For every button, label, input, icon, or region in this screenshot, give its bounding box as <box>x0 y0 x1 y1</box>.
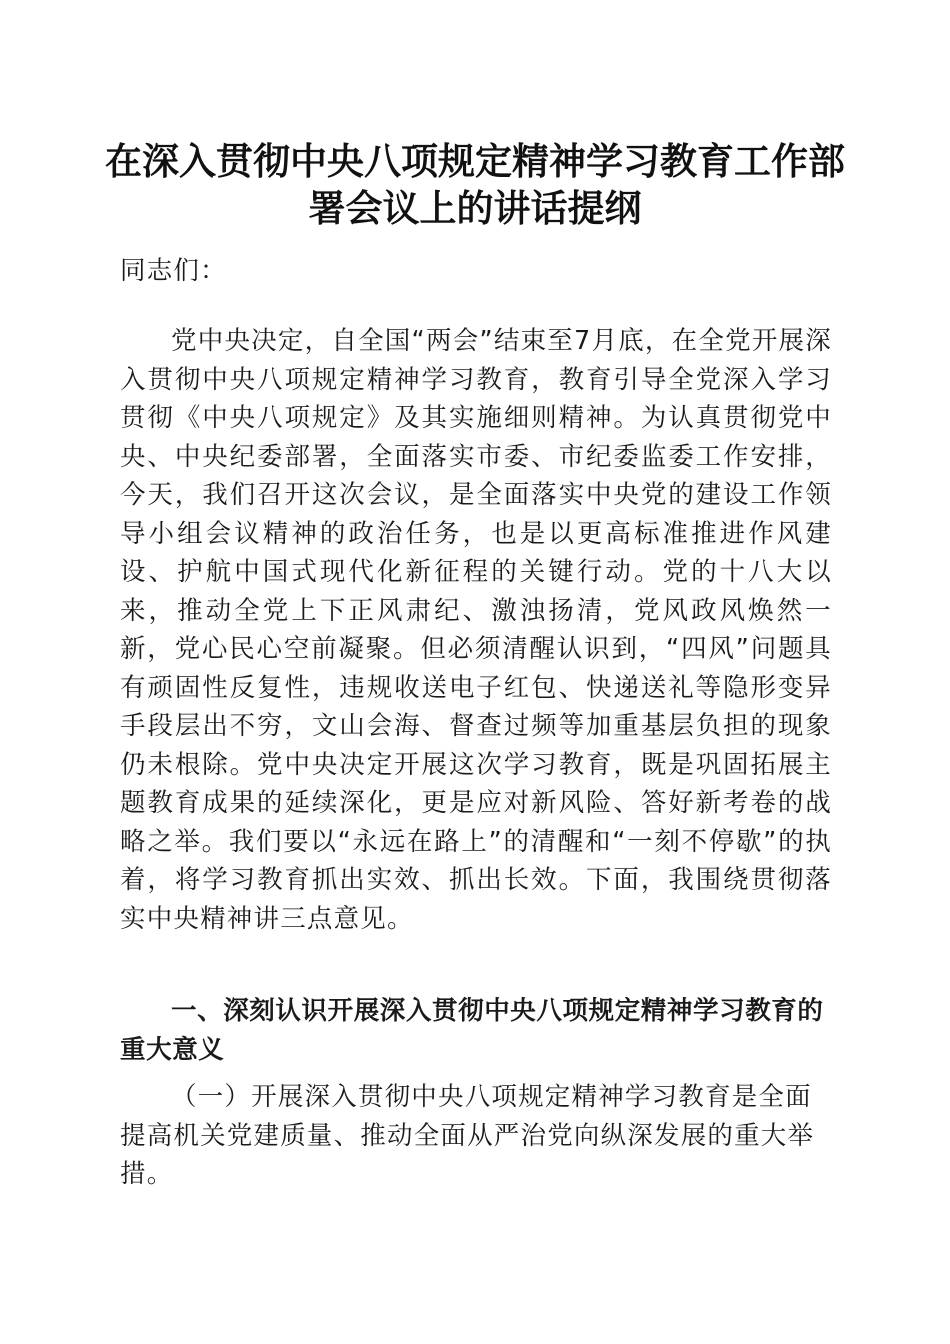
subsection-heading: （一）开展深入贯彻中央八项规定精神学习教育是全面提高机关党建质量、推动全面从严治党向纵深发展的重大举措。 <box>120 1082 815 1189</box>
salutation: 同志们： <box>120 256 227 286</box>
intro-paragraph: 党中央决定，自全国“两会”结束至7月底，在全党开展深入贯彻中央八项规定精神学习教育，教育引导全党深入学习贯彻《中央八项规定》及其实施细则精神。为认真贯彻党中央、中央纪委部署，全面落实市委、市纪委监委工作安排，今天，我们召开这次会议，是全面落实中央党的建设工作领导小组会议精神的政治任务，也是以更高标准推进作风建设、护航中国式现代化新征程的关键行动。党的十八大以来，推动全党上下正风肃纪、激浊扬清，党风政风焕然一新，党心民心空前凝聚。但必须清醒认识到，“四风”问题具有顽固性反复性，违规收送电子红包、快递送礼等隐形变异手段层出不穷，文山会海、督查过频等加重基层负担的现象仍未根除。党中央决定开展这次学习教育，既是巩固拓展主题教育成果的延续深化，更是应对新风险、答好新考卷的战略之举。我们要以“永远在路上”的清醒和“一刻不停歇”的执着，将学习教育抓出实效、抓出长效。下面，我围绕贯彻落实中央精神讲三点意见。 <box>120 326 832 934</box>
section-heading: 一、深刻认识开展深入贯彻中央八项规定精神学习教育的重大意义 <box>120 996 824 1065</box>
document-title: 在深入贯彻中央八项规定精神学习教育工作部署会议上的讲话提纲 <box>105 139 845 230</box>
